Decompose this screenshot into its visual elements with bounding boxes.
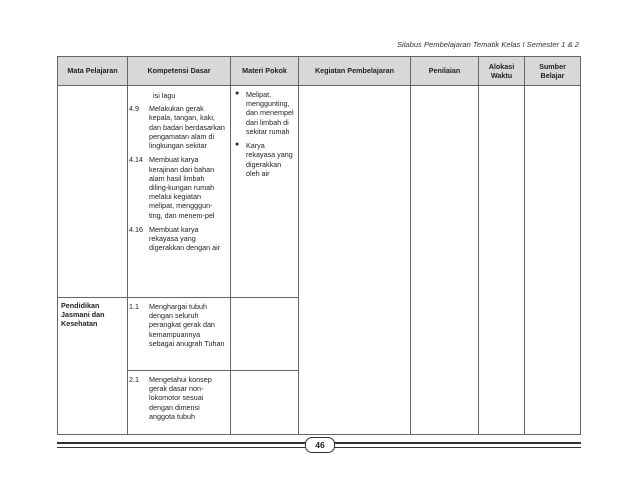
table-header-row [58,57,581,86]
kd-text: Menghargai tubuh dengan seluruh perangkat gerak dan kemampuannya sebagai anugrah Tuhan [149,302,225,348]
syllabus-table [57,56,581,435]
page-number: 46 [305,437,335,453]
cell-kompetensi-dasar [128,86,231,298]
col-header-alokasi-waktu [479,57,525,86]
kd-number: 4.9 [129,104,139,114]
col-header-sumber-line2: Belajar [540,71,565,80]
cell-sumber-belajar [525,86,581,435]
col-header-alokasi-line2: Waktu [490,71,513,80]
materi-item [235,141,298,178]
cell-subject-pjok [58,298,128,435]
kd-item [129,224,229,257]
bullet-icon: ● [235,141,240,149]
kd-text: Membuat karya rekayasa yang digerakkan dengan air [149,224,221,253]
col-header-kompetensi-dasar: Kompetensi Dasar [128,57,231,86]
col-header-mata-pelajaran: Mata Pelajaran [58,57,128,86]
kd-text: Melakukan gerak kepala, tangan, kaki, dan badan berdasarkan pengamatan alam di lingkungan sekitar [149,104,225,151]
footer-rule-right [333,442,581,448]
kd-text: Membuat karya kerajinan dari bahan alam hasil limbah diling-kungan rumah melalui kegiatan melipat, mengggun-ting, dan menem-pel [149,155,215,220]
kd-continuation: isi lagu [153,91,176,100]
cell-kegiatan-pembelajaran [299,86,411,435]
col-header-kegiatan-pembelajaran: Kegiatan Pembelajaran [299,57,411,86]
cell-kompetensi-dasar [128,371,231,435]
subject-label: Pendidikan Jasmani dan Kesehatan [61,301,105,329]
col-header-sumber-line1: Sumber [539,61,566,71]
materi-item [235,90,298,136]
col-header-sumber-belajar [525,57,581,86]
kd-item [129,301,229,352]
kd-number: 2.1 [129,375,139,384]
bullet-icon: ● [235,90,240,97]
running-header: Silabus Pembelajaran Tematik Kelas I Semester 1 & 2 [396,40,579,49]
footer-rule-left [57,442,305,448]
cell-materi-pokok [231,371,299,435]
cell-materi-pokok [231,86,299,298]
cell-kompetensi-dasar [128,298,231,371]
table-row [58,86,581,298]
cell-alokasi-waktu [479,86,525,435]
kd-number: 1.1 [129,302,139,311]
materi-text: Karya rekayasa yang digerakkan oleh air [246,141,293,178]
kd-number: 4.14 [129,155,143,165]
col-header-alokasi-line1: Alokasi [488,61,515,71]
materi-list [235,90,298,178]
cell-mata-pelajaran [58,86,128,298]
kd-item [129,154,229,224]
kd-text: Mengetahui konsep gerak dasar non-lokomotor sesuai dengan dimensi anggota tubuh [149,375,212,421]
col-header-materi-pokok: Materi Pokok [231,57,299,86]
kd-number: 4.16 [129,224,143,234]
kd-item [129,103,229,154]
materi-text: Melipat, menggunting, dan menempel dari limbah di sekitar rumah [246,90,294,136]
kd-item [129,374,229,425]
cell-penilaian [411,86,479,435]
col-header-penilaian: Penilaian [411,57,479,86]
cell-materi-pokok [231,298,299,371]
